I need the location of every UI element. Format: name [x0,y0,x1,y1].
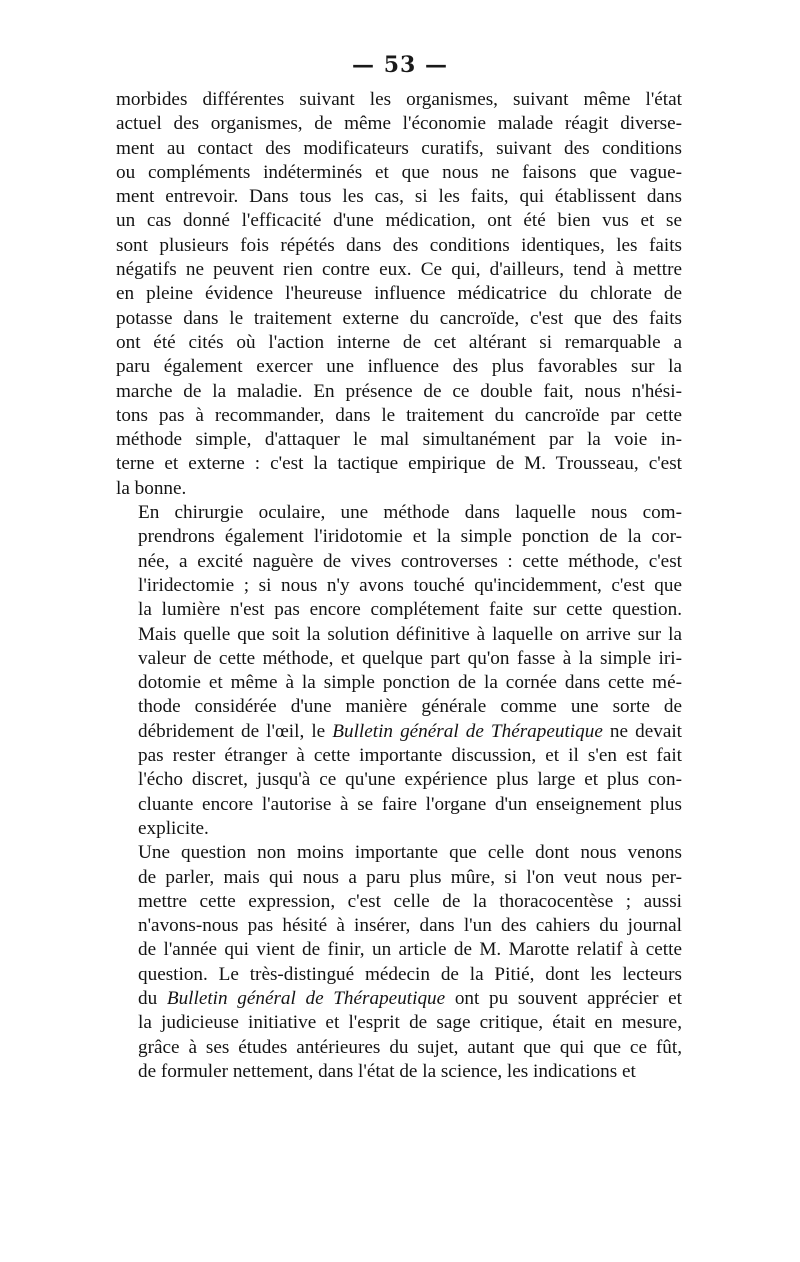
text-run: n'avons-nous pas hésité à insérer, dans l'un des cahiers du journal [138,915,682,937]
text-line [116,525,682,549]
text-line [116,768,682,792]
text-run: la judicieuse initiative et l'esprit de sage critique, était en mesure, [138,1012,682,1034]
text-line [116,574,682,598]
text-line [116,258,682,282]
text-line [116,161,682,185]
text-line [116,355,682,379]
text-run: en pleine évidence l'heureuse influence médicatrice du chlorate de [116,283,682,305]
text-run: paru également exercer une influence des plus favorables sur la [116,356,682,378]
text-run: morbides différentes suivant les organismes, suivant même l'état [116,89,682,110]
text-run: du [138,987,167,1009]
text-line [116,938,682,962]
text-run: grâce à ses études antérieures du sujet, autant que qui que ce fût, [138,1036,682,1058]
text-line [116,817,682,841]
text-run: question. Le très-distingué médecin de la Pitié, dont les lecteurs [138,963,682,985]
text-line [116,598,682,622]
paragraph-3 [116,841,682,1084]
text-run: de parler, mais qui nous a paru plus mûre, si l'on veut nous per- [138,866,682,888]
text-run: marche de la maladie. En présence de ce double fait, nous n'hési- [116,380,682,402]
text-line [116,623,682,647]
paragraph-1 [116,88,682,501]
text-run: pas rester étranger à cette importante discussion, et il s'en est fait [138,745,682,767]
text-line [116,282,682,306]
text-run: ou compléments indéterminés et que nous ne faisons que vague- [116,161,682,183]
text-run: la lumière n'est pas encore complétement faite sur cette question. [138,599,682,621]
text-line [116,501,682,525]
text-line [116,209,682,233]
text-run: prendrons également l'iridotomie et la simple ponction de la cor- [138,526,682,548]
text-run: débridement de l'œil, le [138,720,333,742]
text-line [116,380,682,404]
text-line [116,307,682,331]
text-run: dotomie et même à la simple ponction de la cornée dans cette mé- [138,672,682,694]
text-line [116,428,682,452]
text-run: valeur de cette méthode, et quelque part qu'on fasse à la simple iri- [138,647,682,669]
text-run: méthode simple, d'attaquer le mal simultanément par la voie in- [116,429,682,451]
text-run: Mais quelle que soit la solution définitive à laquelle on arrive sur la [138,623,682,645]
text-run: ment entrevoir. Dans tous les cas, si les faits, qui établissent dans [116,186,682,208]
text-line [116,720,682,744]
text-run: ne devait [602,720,682,742]
text-run: sont plusieurs fois répétés dans des conditions identiques, les faits [116,234,682,256]
text-line [116,793,682,817]
body-text [116,88,682,1084]
text-run: la bonne. [116,477,187,499]
text-line [116,477,682,501]
text-run: ment au contact des modificateurs curatifs, suivant des conditions [116,137,682,159]
text-run: un cas donné l'efficacité d'une médication, ont été bien vus et se [116,210,682,232]
text-run: tons pas à recommander, dans le traitement du cancroïde par cette [116,404,682,426]
text-line [116,112,682,136]
page-number: — 53 — [352,52,448,78]
text-line [116,987,682,1011]
text-line [116,1036,682,1060]
text-run: de formuler nettement, dans l'état de la science, les indications et [138,1060,636,1082]
journal-title: Bulletin général de Thérapeutique [166,987,446,1009]
text-line [116,185,682,209]
text-line [116,331,682,355]
text-line [116,671,682,695]
text-run: Une question non moins importante que celle dont nous venons [138,842,682,864]
text-run: de l'année qui vient de finir, un article de M. Marotte relatif à cette [138,939,682,961]
text-line [116,1060,682,1084]
text-line [116,452,682,476]
text-line [116,88,682,112]
text-line [116,550,682,574]
text-line [116,890,682,914]
text-line [116,744,682,768]
journal-title: Bulletin général de Thérapeutique [332,720,603,742]
text-run: ont pu souvent apprécier et [445,987,683,1009]
text-run: En chirurgie oculaire, une méthode dans laquelle nous com- [138,502,682,524]
text-line [116,841,682,865]
text-run: explicite. [138,817,209,839]
text-line [116,647,682,671]
text-line [116,695,682,719]
text-line [116,866,682,890]
text-line [116,963,682,987]
text-line [116,234,682,258]
text-run: cluante encore l'autorise à se faire l'organe d'un enseignement plus [138,793,682,815]
text-line [116,914,682,938]
text-run: potasse dans le traitement externe du cancroïde, c'est que des faits [116,307,682,329]
text-run: mettre cette expression, c'est celle de la thoracocentèse ; aussi [138,890,682,912]
text-line [116,1011,682,1035]
text-line [116,137,682,161]
text-line [116,404,682,428]
text-run: actuel des organismes, de même l'économie malade réagit diverse- [116,113,682,135]
text-run: l'écho discret, jusqu'à ce qu'une expérience plus large et plus con- [138,769,682,791]
text-run: terne et externe : c'est la tactique empirique de M. Trousseau, c'est [116,453,682,475]
paragraph-2 [116,501,682,841]
text-run: ont été cités où l'action interne de cet altérant si remarquable a [116,331,682,353]
text-run: négatifs ne peuvent rien contre eux. Ce qui, d'ailleurs, tend à mettre [116,259,682,281]
text-run: l'iridectomie ; si nous n'y avons touché qu'incidemment, c'est que [138,574,682,596]
text-run: née, a excité naguère de vives controverses : cette méthode, c'est [138,550,682,572]
text-run: thode considérée d'une manière générale comme une sorte de [138,696,682,718]
